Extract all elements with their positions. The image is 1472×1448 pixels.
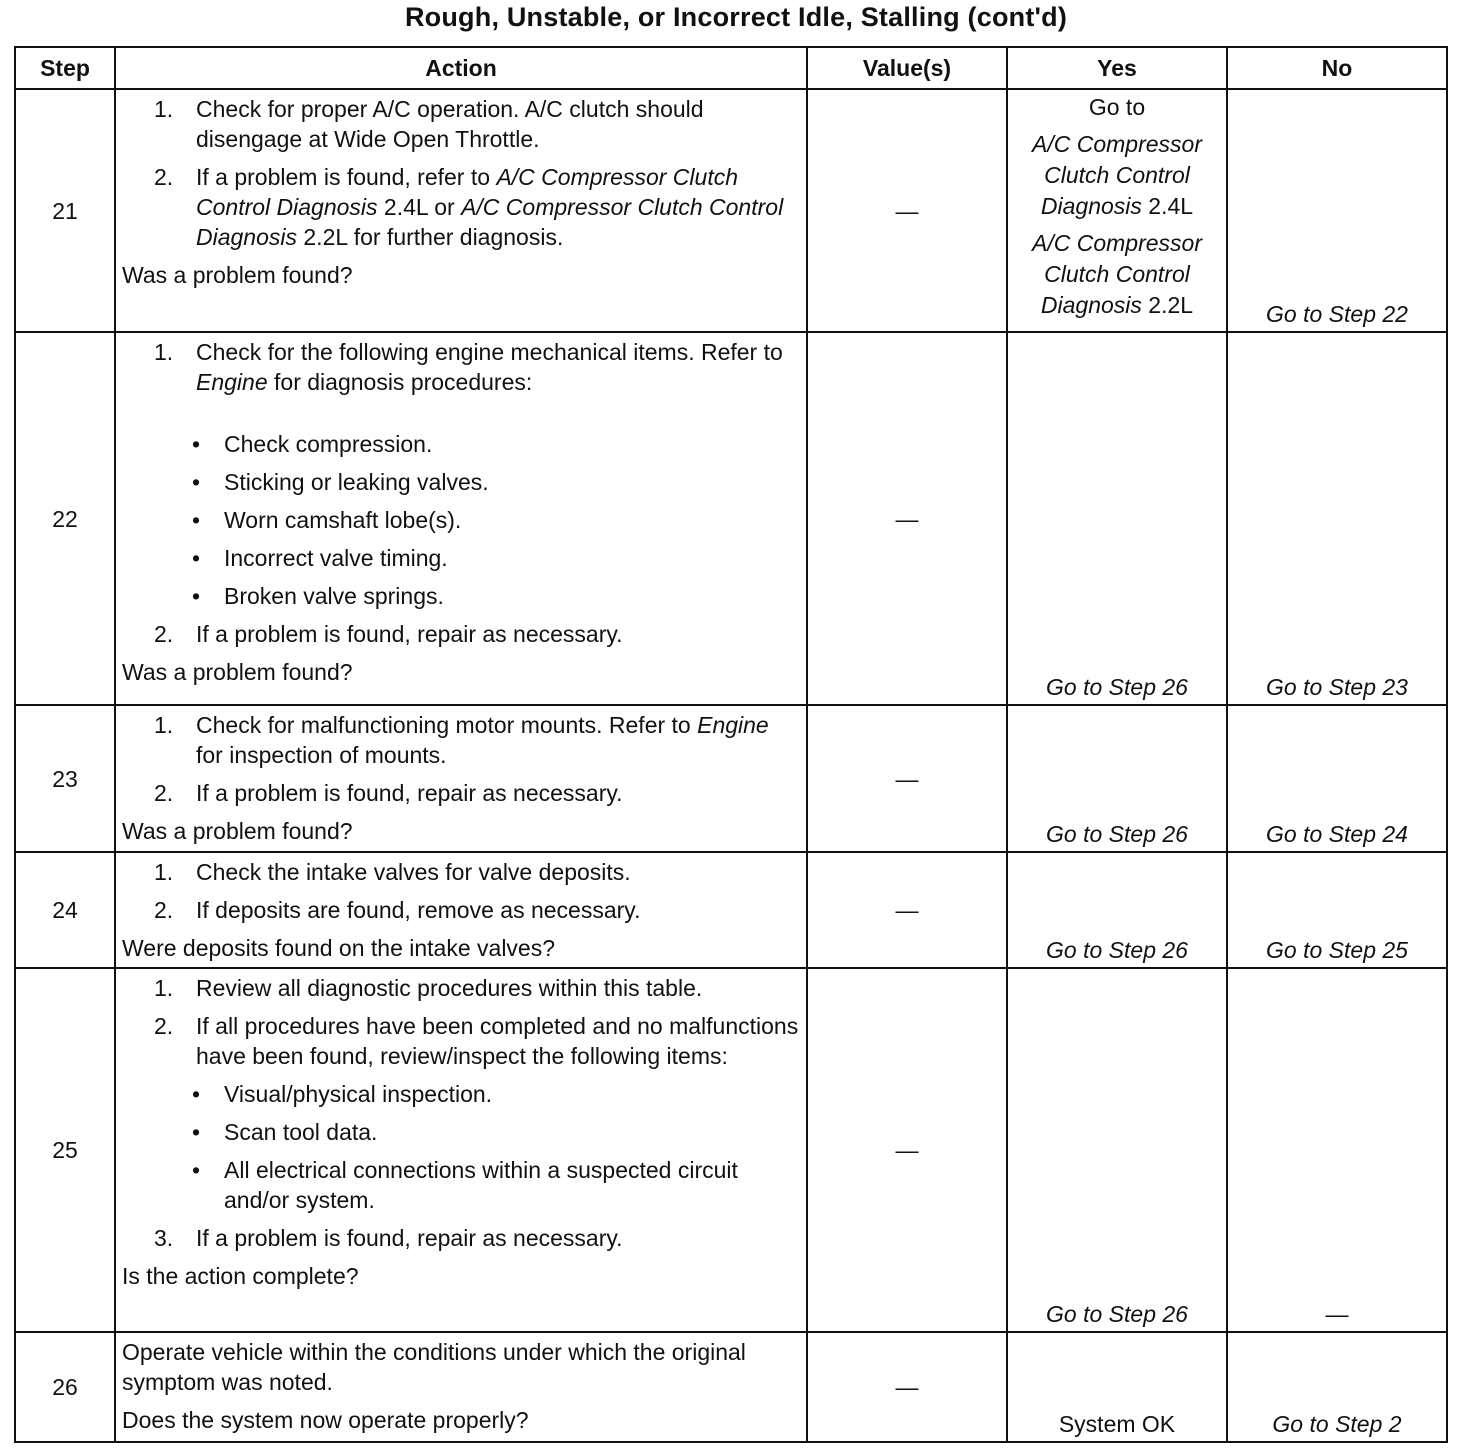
action-item xyxy=(146,973,800,1003)
doc-reference-part: Diagnosis xyxy=(1040,292,1142,318)
action-question: Was a problem found? xyxy=(122,659,353,685)
yes-goto: Go to xyxy=(1088,94,1146,120)
action-text-part: for inspection of mounts. xyxy=(196,742,447,768)
doc-reference: A/C Compressor Clutch Control Diagnosis xyxy=(196,164,739,220)
item-number: 1. xyxy=(154,859,174,885)
action-text-part: for diagnosis procedures: xyxy=(267,369,533,395)
bullet-item xyxy=(192,505,800,535)
doc-reference: Clutch Control xyxy=(1044,162,1190,188)
no-cell: Go to Step 22 xyxy=(1227,89,1447,332)
doc-reference: Engine xyxy=(196,369,268,395)
action-question: Were deposits found on the intake valves? xyxy=(122,935,556,961)
bullet-item xyxy=(192,581,800,611)
doc-reference: A/C Compressor xyxy=(1032,131,1202,157)
step-number: 24 xyxy=(15,852,115,968)
yes-cell: System OK xyxy=(1007,1332,1227,1442)
action-text-part: Check for malfunctioning motor mounts. Refer to xyxy=(196,712,698,738)
action-cell xyxy=(115,968,807,1332)
action-text-part: 2.2L for further diagnosis. xyxy=(297,224,564,250)
action-item xyxy=(146,778,800,808)
yes-cell xyxy=(1007,89,1227,332)
yes-cell: Go to Step 26 xyxy=(1007,332,1227,705)
yes-content xyxy=(1008,90,1226,321)
action-item xyxy=(146,94,800,154)
action-text: Check the intake valves for valve deposits. xyxy=(196,859,631,885)
value-cell: — xyxy=(807,89,1007,332)
action-text: Review all diagnostic procedures within this table. xyxy=(196,975,703,1001)
item-number: 3. xyxy=(154,1225,174,1251)
table-row xyxy=(15,89,1447,332)
bullet-marker: • xyxy=(192,507,201,533)
action-text: If a problem is found, repair as necessary. xyxy=(196,1225,623,1251)
no-cell: — xyxy=(1227,968,1447,1332)
item-number: 2. xyxy=(154,780,174,806)
action-item xyxy=(146,1011,800,1071)
value-cell: — xyxy=(807,1332,1007,1442)
bullet-marker: • xyxy=(192,583,201,609)
value-cell: — xyxy=(807,968,1007,1332)
no-cell: Go to Step 2 xyxy=(1227,1332,1447,1442)
action-item xyxy=(146,337,800,397)
header-no: No xyxy=(1227,47,1447,89)
item-number: 2. xyxy=(154,1013,174,1039)
doc-reference: Clutch Control xyxy=(1044,261,1190,287)
yes-cell: Go to Step 26 xyxy=(1007,968,1227,1332)
value-cell: — xyxy=(807,332,1007,705)
action-question: Does the system now operate properly? xyxy=(122,1407,529,1433)
page-title: Rough, Unstable, or Incorrect Idle, Stalling (cont'd) xyxy=(404,2,1068,32)
action-item xyxy=(146,1223,800,1253)
bullet-text: Check compression. xyxy=(224,431,433,457)
value-cell: — xyxy=(807,852,1007,968)
doc-reference: Engine xyxy=(697,712,769,738)
doc-reference xyxy=(1008,290,1226,321)
doc-reference: A/C Compressor Clutch Control Diagnosis xyxy=(196,194,784,250)
item-number: 1. xyxy=(154,96,174,122)
bullet-text: Worn camshaft lobe(s). xyxy=(224,507,462,533)
action-text: Operate vehicle within the conditions under which the original symptom was noted. xyxy=(122,1339,746,1395)
bullet-marker: • xyxy=(192,1157,201,1183)
step-number: 25 xyxy=(15,968,115,1332)
action-cell xyxy=(115,89,807,332)
bullet-item xyxy=(192,1117,800,1147)
action-item xyxy=(146,710,800,770)
no-cell: Go to Step 24 xyxy=(1227,705,1447,852)
action-text: If a problem is found, repair as necessary. xyxy=(196,621,623,647)
bullet-marker: • xyxy=(192,469,201,495)
header-yes: Yes xyxy=(1007,47,1227,89)
action-question: Was a problem found? xyxy=(122,818,353,844)
bullet-item xyxy=(192,543,800,573)
bullet-text: Visual/physical inspection. xyxy=(224,1081,493,1107)
step-number: 21 xyxy=(15,89,115,332)
action-text-part: 2.4L or xyxy=(377,194,462,220)
table-row xyxy=(15,332,1447,705)
action-cell xyxy=(115,1332,807,1442)
step-number: 26 xyxy=(15,1332,115,1442)
header-row xyxy=(15,47,1447,89)
doc-reference: A/C Compressor xyxy=(1032,230,1202,256)
bullet-marker: • xyxy=(192,1081,201,1107)
bullet-marker: • xyxy=(192,545,201,571)
value-cell: — xyxy=(807,705,1007,852)
action-text xyxy=(196,162,800,252)
table-row xyxy=(15,968,1447,1332)
table-row xyxy=(15,852,1447,968)
action-item xyxy=(146,619,800,649)
action-text xyxy=(196,710,800,770)
doc-reference xyxy=(1008,191,1226,222)
bullet-text: Sticking or leaking valves. xyxy=(224,469,489,495)
action-cell xyxy=(115,852,807,968)
header-action: Action xyxy=(115,47,807,89)
doc-reference-part: Diagnosis xyxy=(1040,193,1142,219)
item-number: 1. xyxy=(154,339,174,365)
bullet-marker: • xyxy=(192,1119,201,1145)
action-text xyxy=(196,337,800,397)
action-text: Check for proper A/C operation. A/C clutch should disengage at Wide Open Throttle. xyxy=(196,96,704,152)
table-row xyxy=(15,1332,1447,1442)
item-number: 1. xyxy=(154,712,174,738)
bullet-text: Incorrect valve timing. xyxy=(224,545,448,571)
spacer xyxy=(122,405,800,429)
item-number: 2. xyxy=(154,164,174,190)
action-text-part: If a problem is found, refer to xyxy=(196,164,497,190)
action-item xyxy=(146,895,800,925)
no-cell: Go to Step 23 xyxy=(1227,332,1447,705)
item-number: 2. xyxy=(154,621,174,647)
bullet-text: Scan tool data. xyxy=(224,1119,378,1145)
bullet-text: All electrical connections within a suspected circuit and/or system. xyxy=(224,1157,738,1213)
diagnostic-table xyxy=(14,46,1448,1443)
action-item xyxy=(146,857,800,887)
header-step: Step xyxy=(15,47,115,89)
bullet-marker: • xyxy=(192,431,201,457)
action-cell xyxy=(115,332,807,705)
item-number: 1. xyxy=(154,975,174,1001)
bullet-item xyxy=(192,429,800,459)
action-text: If deposits are found, remove as necessary. xyxy=(196,897,641,923)
bullet-item xyxy=(192,467,800,497)
step-number: 23 xyxy=(15,705,115,852)
action-question: Is the action complete? xyxy=(122,1263,359,1289)
bullet-text: Broken valve springs. xyxy=(224,583,444,609)
no-cell: Go to Step 25 xyxy=(1227,852,1447,968)
action-cell xyxy=(115,705,807,852)
header-values: Value(s) xyxy=(807,47,1007,89)
action-question: Was a problem found? xyxy=(122,262,353,288)
bullet-item xyxy=(192,1155,800,1215)
item-number: 2. xyxy=(154,897,174,923)
yes-cell: Go to Step 26 xyxy=(1007,705,1227,852)
bullet-item xyxy=(192,1079,800,1109)
action-text: If a problem is found, repair as necessary. xyxy=(196,780,623,806)
doc-reference-part: 2.2L xyxy=(1141,292,1194,318)
yes-cell: Go to Step 26 xyxy=(1007,852,1227,968)
doc-reference-part: 2.4L xyxy=(1141,193,1194,219)
action-text: If all procedures have been completed and no malfunctions have been found, review/inspect the following items: xyxy=(196,1013,799,1069)
table-row xyxy=(15,705,1447,852)
action-item xyxy=(146,162,800,252)
action-text-part: Check for the following engine mechanical items. Refer to xyxy=(196,339,783,365)
step-number: 22 xyxy=(15,332,115,705)
